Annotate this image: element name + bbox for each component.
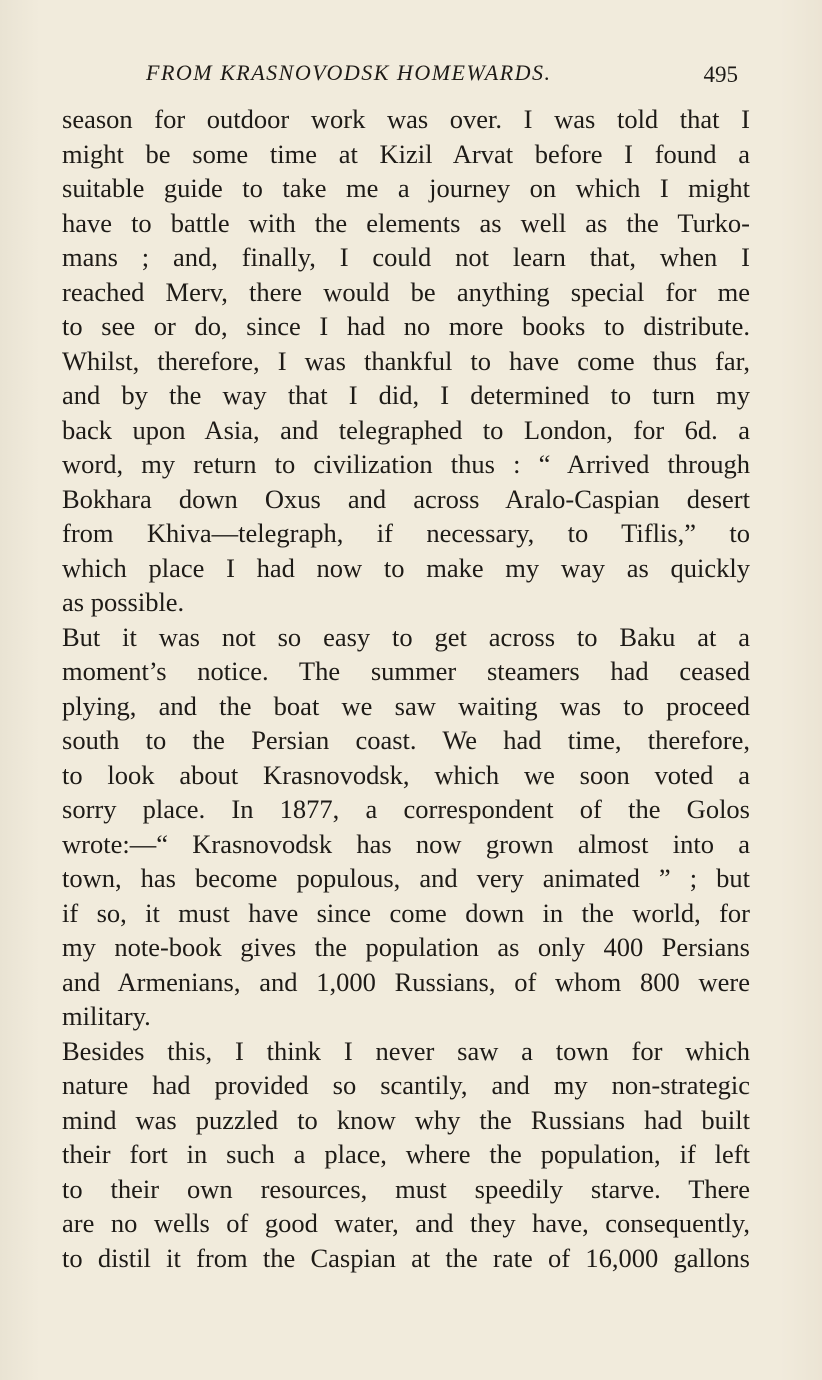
text-line: Besides this, I think I never saw a town for which bbox=[62, 1035, 750, 1066]
running-title: FROM KRASNOVODSK HOMEWARDS. bbox=[146, 60, 552, 85]
text-line: to their own resources, must speedily starve. There bbox=[62, 1173, 750, 1204]
text-line: if so, it must have since come down in the world, for bbox=[62, 897, 750, 928]
text-line: plying, and the boat we saw waiting was to proceed bbox=[62, 690, 750, 721]
text-line: suitable guide to take me a journey on which I might bbox=[62, 173, 750, 203]
text-line: to look about Krasnovodsk, which we soon voted a bbox=[62, 759, 750, 790]
text-line: are no wells of good water, and they have, consequently, bbox=[62, 1208, 750, 1238]
text-line: and Armenians, and 1,000 Russians, of whom 800 were bbox=[62, 966, 750, 997]
text-line: But it was not so easy to get across to Baku at a bbox=[62, 621, 750, 652]
page-header bbox=[62, 54, 750, 94]
text-line: to see or do, since I had no more books to distribute. bbox=[62, 311, 750, 341]
text-line: Bokhara down Oxus and across Aralo-Caspian desert bbox=[62, 483, 750, 514]
text-line: which place I had now to make my way as quickly bbox=[62, 552, 750, 583]
text-line: word, my return to civilization thus : “ Arrived through bbox=[62, 449, 750, 479]
text-line: moment’s notice. The summer steamers had ceased bbox=[62, 656, 750, 686]
text-line: town, has become populous, and very animated ” ; but bbox=[62, 863, 750, 893]
text-line: nature had provided so scantily, and my non-strategic bbox=[62, 1070, 750, 1100]
text-line: mans ; and, finally, I could not learn that, when I bbox=[62, 242, 750, 272]
text-line: Whilst, therefore, I was thankful to have come thus far, bbox=[62, 345, 750, 376]
text-line: sorry place. In 1877, a correspondent of the Golos bbox=[62, 794, 750, 824]
text-line: their fort in such a place, where the population, if left bbox=[62, 1139, 750, 1169]
body-text bbox=[62, 102, 750, 1275]
text-line: have to battle with the elements as well as the Turko- bbox=[62, 207, 750, 238]
text-line: reached Merv, there would be anything special for me bbox=[62, 276, 750, 307]
text-line: mind was puzzled to know why the Russians had built bbox=[62, 1104, 750, 1135]
text-line: might be some time at Kizil Arvat before I found a bbox=[62, 138, 750, 169]
text-line: back upon Asia, and telegraphed to London, for 6d. a bbox=[62, 414, 750, 445]
text-line: season for outdoor work was over. I was told that I bbox=[62, 104, 750, 134]
text-line: from Khiva—telegraph, if necessary, to Tiflis,” to bbox=[62, 518, 750, 548]
text-line: south to the Persian coast. We had time, therefore, bbox=[62, 725, 750, 755]
text-line: wrote:—“ Krasnovodsk has now grown almost into a bbox=[62, 828, 750, 859]
text-line: as possible. bbox=[62, 587, 185, 617]
text-line: military. bbox=[62, 1001, 151, 1031]
text-line: and by the way that I did, I determined to turn my bbox=[62, 380, 750, 410]
text-line: to distil it from the Caspian at the rate of 16,000 gallons bbox=[62, 1242, 750, 1273]
text-line: my note-book gives the population as only 400 Persians bbox=[62, 932, 750, 962]
page-number: 495 bbox=[703, 62, 738, 87]
